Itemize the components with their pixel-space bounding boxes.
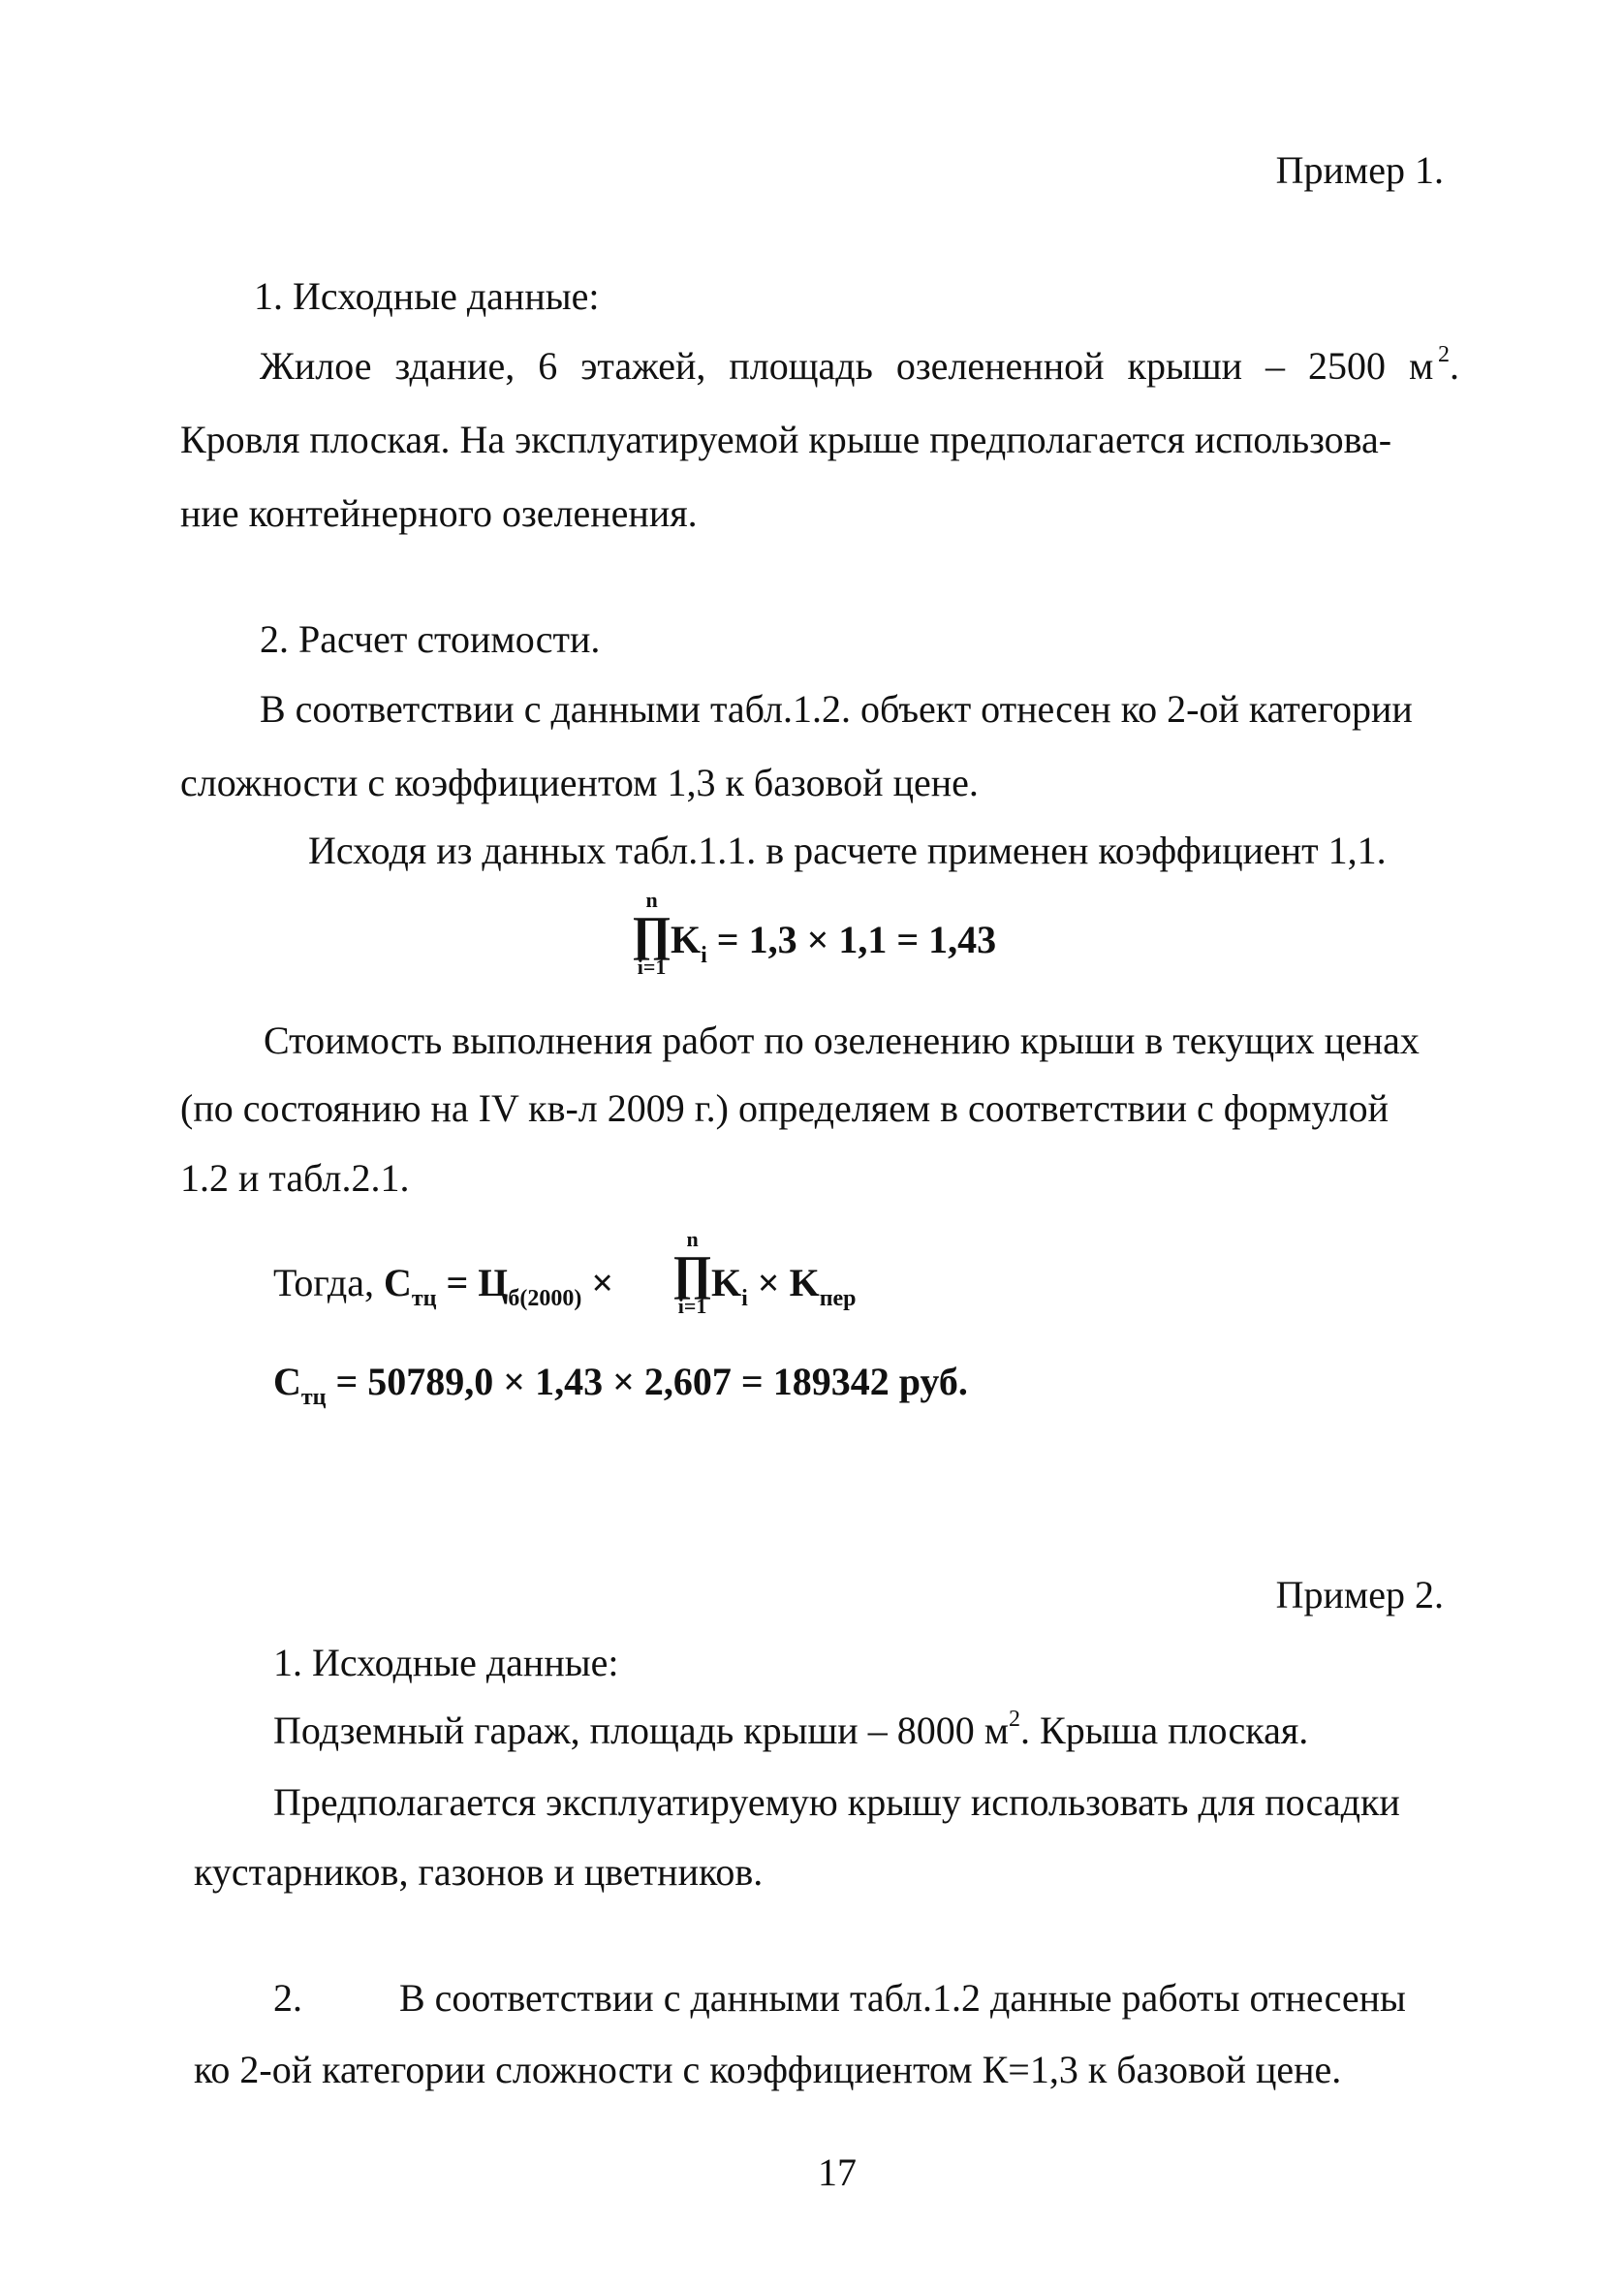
example1-para2-line2: сложности с коэффициентом 1,3 к базовой цене. [180, 761, 979, 804]
c-symbol: С [383, 1261, 412, 1304]
example2-para1-line1 [273, 1706, 1308, 1756]
formula-cost-result [273, 1357, 968, 1413]
k2-symbol: K [711, 1261, 742, 1304]
example2-heading: Пример 2. [1275, 1573, 1444, 1616]
example1-para1-line1-tail [1438, 341, 1459, 392]
product-operator [632, 890, 671, 979]
product2-lower-limit: i=1 [677, 1294, 707, 1318]
product-upper-limit: n [645, 888, 658, 912]
formula-cost-general [273, 1258, 613, 1314]
k2-subscript: i [741, 1286, 748, 1311]
c-subscript: тц [411, 1286, 437, 1311]
page-number: 17 [818, 2150, 857, 2194]
k-symbol: K [671, 918, 702, 961]
example1-para4-line2: (по состоянию на IV кв-л 2009 г.) определяем в соответствии с формулой [180, 1086, 1390, 1130]
formula-product-coefficients [671, 915, 996, 971]
c3-symbol: С [273, 1360, 301, 1403]
product-symbol: ∏ [632, 906, 672, 960]
formula-cost-general-tail [711, 1258, 857, 1314]
example1-para2-line1: В соответствии с данными табл.1.2. объект отнесен ко 2-ой категории [260, 687, 1413, 731]
example1-section1-title: 1. Исходные данные: [254, 274, 600, 318]
product2-symbol: ∏ [672, 1245, 713, 1300]
example1-para1-line1-text: Жилое здание, 6 этажей, площадь озелененной крыши – 2500 м [260, 344, 1434, 388]
c3-subscript: тц [300, 1385, 327, 1410]
example2-para3-line1: В соответствии с данными табл.1.2 данные работы отнесены [399, 1976, 1406, 2020]
example2-para1-text: Подземный гараж, площадь крыши – 8000 м [273, 1709, 1010, 1752]
example2-para1-end: . Крыша плоская. [1020, 1709, 1309, 1752]
superscript-2: 2 [1438, 341, 1450, 367]
example1-para1-line2: Кровля плоская. На эксплуатируемой крыше предполагается использова- [180, 418, 1392, 461]
example1-heading: Пример 1. [1275, 148, 1444, 192]
example2-para3-number: 2. [273, 1976, 302, 2020]
example2-para2-line2: кустарников, газонов и цветников. [194, 1850, 764, 1894]
example2-para3-line2: ко 2-ой категории сложности с коэффициентом К=1,3 к базовой цене. [194, 2048, 1342, 2091]
example1-para3-line1: Исходя из данных табл.1.1. в расчете применен коэффициент 1,1. [308, 829, 1387, 872]
formula2-prefix: Тогда, [273, 1261, 374, 1304]
example2-para2-line1: Предполагается эксплуатируемую крышу использовать для посадки [273, 1780, 1400, 1824]
period: . [1450, 344, 1459, 388]
formula2-eq: = Ц [436, 1261, 509, 1304]
formula3-rhs: = 50789,0 × 1,43 × 2,607 = 189342 руб. [326, 1360, 968, 1403]
product-lower-limit: i=1 [637, 955, 667, 979]
example1-para1-line1 [260, 341, 1461, 392]
ts-subscript: б(2000) [508, 1286, 582, 1311]
formula1-rhs: = 1,3 × 1,1 = 1,43 [706, 918, 997, 961]
kper-subscript: пер [819, 1286, 857, 1311]
example1-para1-line3: ние контейнерного озеленения. [180, 491, 698, 535]
superscript-2b: 2 [1009, 1706, 1021, 1732]
product-operator-2 [672, 1229, 712, 1318]
example1-para4-line3: 1.2 и табл.2.1. [180, 1156, 410, 1200]
formula2-times1: × [581, 1261, 614, 1304]
product2-upper-limit: n [686, 1227, 699, 1251]
example1-para4-line1: Стоимость выполнения работ по озеленению крыши в текущих ценах [264, 1019, 1420, 1062]
k-subscript: i [701, 943, 707, 968]
formula2-times2: × K [747, 1261, 820, 1304]
example1-section2-title: 2. Расчет стоимости. [260, 617, 601, 661]
example2-section1-title: 1. Исходные данные: [273, 1641, 619, 1684]
